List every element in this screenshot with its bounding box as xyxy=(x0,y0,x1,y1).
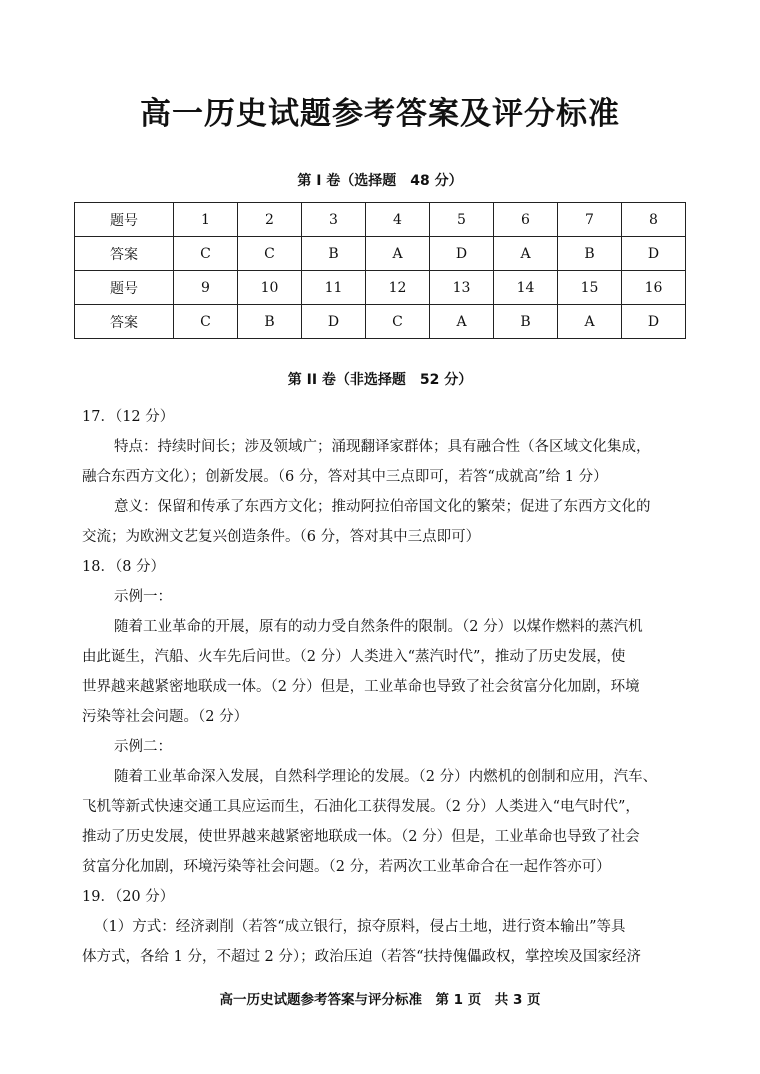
q17-significance-line: 交流；为欧洲文艺复兴创造条件。（6 分，答对其中三点即可） xyxy=(82,529,481,545)
answer-table-cell: A xyxy=(558,305,622,339)
q18-example1-line: 随着工业革命的开展，原有的动力受自然条件的限制。（2 分）以煤作燃料的蒸汽机 xyxy=(114,619,643,635)
answer-table-row xyxy=(75,237,686,271)
answer-table-cell: D xyxy=(622,237,686,271)
q18-example1-line: 污染等社会问题。（2 分） xyxy=(82,709,249,725)
answer-table-cell: 10 xyxy=(238,271,302,305)
answer-table-row-label: 题号 xyxy=(75,203,174,237)
answer-table-cell: A xyxy=(494,237,558,271)
answer-table-row xyxy=(75,203,686,237)
answer-table-cell: D xyxy=(430,237,494,271)
answer-table-cell: B xyxy=(302,237,366,271)
answer-table-cell: 8 xyxy=(622,203,686,237)
answer-table-cell: B xyxy=(238,305,302,339)
part1-header: 第 I 卷（选择题 48 分） xyxy=(297,173,463,189)
q18-example1-line: 世界越来越紧密地联成一体。（2 分）但是，工业革命也导致了社会贫富分化加剧，环境 xyxy=(82,679,640,695)
answer-table-row xyxy=(75,305,686,339)
q18-example2-line: 随着工业革命深入发展，自然科学理论的发展。（2 分）内燃机的创制和应用，汽车、 xyxy=(114,769,658,785)
answer-table-cell: 14 xyxy=(494,271,558,305)
answer-table-cell: C xyxy=(174,305,238,339)
answer-table-cell: 3 xyxy=(302,203,366,237)
page-footer: 高一历史试题参考答案与评分标准 第 1 页 共 3 页 xyxy=(219,992,541,1008)
q18-example2-line: 推动了历史发展，使世界越来越紧密地联成一体。（2 分）但是，工业革命也导致了社会 xyxy=(82,829,640,845)
answer-table-cell: 5 xyxy=(430,203,494,237)
q19-heading: 19．（20 分） xyxy=(82,889,175,905)
answer-table-row-label: 题号 xyxy=(75,271,174,305)
q18-example1-label: 示例一： xyxy=(114,589,172,605)
answer-table-cell: C xyxy=(238,237,302,271)
q18-example2-line: 贫富分化加剧，环境污染等社会问题。（2 分，若两次工业革命合在一起作答亦可） xyxy=(82,859,611,875)
answer-table xyxy=(74,202,686,339)
answer-table-row-label: 答案 xyxy=(75,237,174,271)
answer-table-cell: 7 xyxy=(558,203,622,237)
q17-significance-line: 意义：保留和传承了东西方文化；推动阿拉伯帝国文化的繁荣；促进了东西方文化的 xyxy=(114,499,651,515)
answer-table-cell: D xyxy=(622,305,686,339)
answer-table-cell: 11 xyxy=(302,271,366,305)
answer-table-cell: B xyxy=(558,237,622,271)
answer-table-cell: 1 xyxy=(174,203,238,237)
answer-table-row-label: 答案 xyxy=(75,305,174,339)
answer-table-cell: 13 xyxy=(430,271,494,305)
answer-table-cell: 9 xyxy=(174,271,238,305)
part2-header: 第 II 卷（非选择题 52 分） xyxy=(287,372,473,388)
answer-body xyxy=(82,402,682,972)
answer-table-cell: 6 xyxy=(494,203,558,237)
answer-table-cell: C xyxy=(174,237,238,271)
q18-heading: 18．（8 分） xyxy=(82,559,166,575)
q18-example2-line: 飞机等新式快速交通工具应运而生，石油化工获得发展。（2 分）人类进入“电气时代”， xyxy=(82,799,640,815)
answer-table-cell: A xyxy=(430,305,494,339)
answer-table-cell: 2 xyxy=(238,203,302,237)
answer-table-cell: 4 xyxy=(366,203,430,237)
answer-table-cell: 12 xyxy=(366,271,430,305)
q17-heading: 17．（12 分） xyxy=(82,409,175,425)
q17-features-line: 特点：持续时间长；涉及领域广；涌现翻译家群体；具有融合性（各区域文化集成， xyxy=(114,439,651,455)
answer-table-cell: D xyxy=(302,305,366,339)
q19-answer-line: 体方式，各给 1 分，不超过 2 分）；政治压迫（若答“扶持傀儡政权，掌控埃及国家经济 xyxy=(82,949,642,965)
q19-answer-line: （1）方式：经济剥削（若答“成立银行，掠夺原料，侵占土地，进行资本输出”等具 xyxy=(94,919,626,935)
answer-table-cell: C xyxy=(366,305,430,339)
q17-features-line: 融合东西方文化）；创新发展。（6 分，答对其中三点即可，若答“成就高”给 1 分） xyxy=(82,469,608,485)
document-title: 高一历史试题参考答案及评分标准 xyxy=(140,96,620,132)
answer-table-cell: 16 xyxy=(622,271,686,305)
q18-example2-label: 示例二： xyxy=(114,739,172,755)
answer-table-row xyxy=(75,271,686,305)
answer-table-cell: B xyxy=(494,305,558,339)
answer-table-cell: A xyxy=(366,237,430,271)
q18-example1-line: 由此诞生，汽船、火车先后问世。（2 分）人类进入“蒸汽时代”，推动了历史发展，使 xyxy=(82,649,626,665)
answer-table-cell: 15 xyxy=(558,271,622,305)
